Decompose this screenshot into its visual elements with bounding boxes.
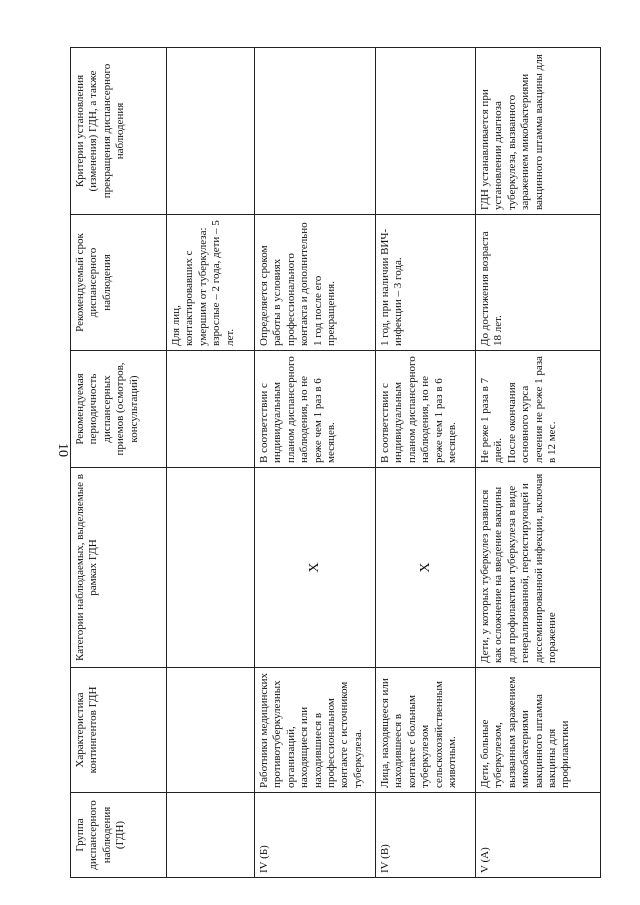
- cell-characteristic: [167, 668, 255, 793]
- header-characteristic: Характеристика контингентов ГДН: [71, 668, 167, 793]
- table-row: [255, 48, 376, 878]
- table-row: [476, 48, 601, 878]
- page-number: 10: [55, 443, 70, 457]
- cell-characteristic: Лица, находящееся или находившееся в контакте с больным туберкулезом сельскохозяйственным животным.: [376, 668, 476, 793]
- table-row: [376, 48, 476, 878]
- cell-criteria: ГДН устанавливается при установлении диагноза туберкулеза, вызванного заражением микобактериями вакцинного штамма вакцины для: [476, 48, 601, 215]
- cell-frequency: В соответствии с индивидуальным планом диспансерного наблюдения, но не реже чем 1 раз в 6 месяцев.: [376, 351, 476, 468]
- header-category: Категории наблюдаемых, выделяемые в рамках ГДН: [71, 468, 167, 668]
- cell-characteristic: Работники медицинских противотуберкулезных организаций, находящиеся или находившиеся в профессиональном контакте с источником туберкулеза.: [255, 668, 376, 793]
- cell-group: IV (Б): [255, 793, 376, 878]
- cell-category: Дети, у которых туберкулез развился как осложнение на введение вакцины для профилактики туберкулеза в виде генерализованной, персистирующей и диссеминированной инфекции, включая поражение: [476, 468, 601, 668]
- table-row: [167, 48, 255, 878]
- cell-term: До достижения возраста 18 лет.: [476, 215, 601, 351]
- cell-category: X: [255, 468, 376, 668]
- header-criteria: Критерии установления (изменения) ГДН, а также прекращения диспансерного наблюдения: [71, 48, 167, 215]
- cell-characteristic: Дети, больные туберкулезом, вызванным заражением микобактериями вакцинного штамма вакцины для профилактики: [476, 668, 601, 793]
- cell-term: Для лиц, контактировавших с умершим от туберкулеза: взрослые – 2 года, дети – 5 лет.: [167, 215, 255, 351]
- dispensary-table: [70, 47, 601, 878]
- cell-group: [167, 793, 255, 878]
- cell-frequency: В соответствии с индивидуальным планом диспансерного наблюдения, но не реже чем 1 раз в 6 месяцев.: [255, 351, 376, 468]
- cell-group: IV (В): [376, 793, 476, 878]
- cell-criteria: [376, 48, 476, 215]
- header-term: Рекомендуемый срок диспансерного наблюдения: [71, 215, 167, 351]
- cell-category: [167, 468, 255, 668]
- header-frequency: Рекомендуемая периодичность диспансерных приемов (осмотров, консультаций): [71, 351, 167, 468]
- cell-group: V (А): [476, 793, 601, 878]
- cell-category: X: [376, 468, 476, 668]
- cell-term: 1 год, при наличии ВИЧ-инфекции – 3 года.: [376, 215, 476, 351]
- cell-frequency: Не реже 1 раза в 7 дней. После окончания основного курса лечения не реже 1 раза в 12 мес.: [476, 351, 601, 468]
- cell-frequency: [167, 351, 255, 468]
- cell-criteria: [167, 48, 255, 215]
- rotated-page: [70, 48, 600, 878]
- header-row: [71, 48, 167, 878]
- cell-term: Определяется сроком работы в условиях профессионального контакта и дополнительно 1 год после его прекращения.: [255, 215, 376, 351]
- cell-criteria: [255, 48, 376, 215]
- header-group: Группа диспансерного наблюдения (ГДН): [71, 793, 167, 878]
